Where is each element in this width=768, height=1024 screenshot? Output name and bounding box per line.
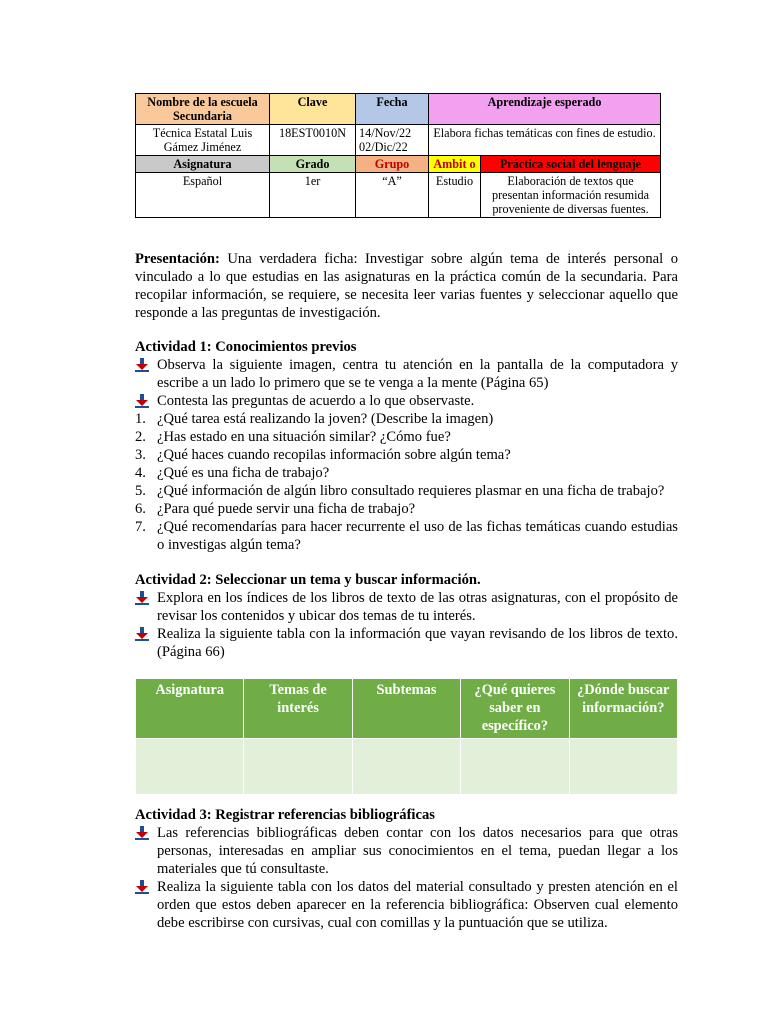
question-text: ¿Para qué puede servir una ficha de trabajo? (157, 501, 416, 517)
bullet-text: Contesta las preguntas de acuerdo a lo que observaste. (157, 393, 475, 409)
bullet-text: Realiza la siguiente tabla con la información que vayan revisando de los libros de texto. (Página 66) (157, 626, 678, 660)
school-name-label: Nombre de la escuela Secundaria (136, 94, 270, 125)
asignatura-label: Asignatura (136, 156, 270, 173)
question-text: ¿Qué haces cuando recopilas información sobre algún tema? (157, 447, 511, 463)
table-cell (461, 739, 569, 795)
question-item (135, 518, 678, 554)
clave-label: Clave (270, 94, 356, 125)
fecha-label: Fecha (356, 94, 429, 125)
question-item (135, 500, 678, 518)
question-number: 4. (135, 465, 146, 481)
question-text: ¿Qué es una ficha de trabajo? (157, 465, 330, 481)
question-number: 2. (135, 429, 146, 445)
question-item (135, 482, 678, 500)
col-asignatura: Asignatura (136, 679, 244, 739)
subject-row-values (136, 173, 661, 218)
col-donde-buscar: ¿Dónde buscar información? (569, 679, 677, 739)
actividad1-bullet-2 (135, 392, 678, 410)
question-item (135, 410, 678, 428)
clave-value: 18EST0010N (270, 125, 356, 156)
question-number: 6. (135, 501, 146, 517)
topics-table-row (136, 739, 678, 795)
header-row-labels (136, 94, 661, 125)
header-info-table (135, 93, 661, 218)
school-name-value: Técnica Estatal Luis Gámez Jiménez (136, 125, 270, 156)
ambito-value: Estudio (429, 173, 481, 218)
aprendizaje-label: Aprendizaje esperado (429, 94, 661, 125)
topics-table-header (136, 679, 678, 739)
arrow-bullet-icon (135, 826, 149, 840)
bullet-text: Las referencias bibliográficas deben contar con los datos necesarios para que otras personas, interesadas en ampliar sus conocimientos en el tema, puedan llegar a los materiales que tú consultaste. (157, 825, 678, 877)
col-temas: Temas de interés (244, 679, 352, 739)
question-item (135, 428, 678, 446)
question-number: 5. (135, 483, 146, 499)
fecha-value: 14/Nov/22 02/Dic/22 (356, 125, 429, 156)
actividad3-bullet-1 (135, 824, 678, 878)
actividad2-bullet-2 (135, 625, 678, 661)
grupo-value: “A” (356, 173, 429, 218)
actividad3-bullet-2 (135, 878, 678, 932)
topics-table (135, 678, 678, 795)
aprendizaje-value: Elabora fichas temáticas con fines de estudio. (429, 125, 661, 156)
question-item (135, 446, 678, 464)
presentacion-text: Una verdadera ficha: Investigar sobre algún tema de interés personal o vinculado a lo que estudias en las asignaturas en la práctica común de la secundaria. Para recopilar información, se requiere, se necesita leer varias fuentes y seleccionar aquello que responde a las preguntas de investigación. (135, 251, 678, 321)
bullet-text: Realiza la siguiente tabla con los datos del material consultado y presten atención en el orden que estos deben aparecer en la referencia bibliográfica: Observen cual elemento debe escribirse con cursivas, cual con comillas y la puntuación que se utiliza. (157, 879, 678, 931)
practica-value: Elaboración de textos que presentan información resumida proveniente de diversas fuentes. (481, 173, 661, 218)
bullet-text: Explora en los índices de los libros de texto de las otras asignaturas, con el propósito de revisar los contenidos y ubicar dos temas de tu interés. (157, 590, 678, 624)
question-item (135, 464, 678, 482)
actividad2-bullet-1 (135, 589, 678, 625)
question-text: ¿Qué información de algún libro consultado requieres plasmar en una ficha de trabajo? (157, 483, 665, 499)
practica-label: Práctica social del lenguaje (481, 156, 661, 173)
question-number: 3. (135, 447, 146, 463)
actividad2-title: Actividad 2: Seleccionar un tema y buscar información. (135, 572, 481, 588)
col-que-quieres-saber: ¿Qué quieres saber en específico? (461, 679, 569, 739)
subject-row-labels (136, 156, 661, 173)
question-text: ¿Qué tarea está realizando la joven? (Describe la imagen) (157, 411, 494, 427)
asignatura-value: Español (136, 173, 270, 218)
col-subtemas: Subtemas (352, 679, 460, 739)
presentacion-paragraph (135, 250, 678, 322)
table-cell (352, 739, 460, 795)
actividad1-title: Actividad 1: Conocimientos previos (135, 339, 357, 355)
actividad1-bullet-1 (135, 356, 678, 392)
header-row-values (136, 125, 661, 156)
actividad3-title: Actividad 3: Registrar referencias bibliográficas (135, 807, 435, 823)
table-cell (244, 739, 352, 795)
arrow-bullet-icon (135, 880, 149, 894)
grado-label: Grado (270, 156, 356, 173)
question-number: 7. (135, 519, 146, 535)
question-text: ¿Qué recomendarías para hacer recurrente el uso de las fichas temáticas cuando estudias o investigas algún tema? (157, 519, 678, 553)
question-text: ¿Has estado en una situación similar? ¿Cómo fue? (157, 429, 451, 445)
bullet-text: Observa la siguiente imagen, centra tu atención en la pantalla de la computadora y escribe a un lado lo primero que se te venga a la mente (Página 65) (157, 357, 678, 391)
grado-value: 1er (270, 173, 356, 218)
table-cell (569, 739, 677, 795)
arrow-bullet-icon (135, 627, 149, 641)
ambito-label: Ambit o (429, 156, 481, 173)
table-cell (136, 739, 244, 795)
grupo-label: Grupo (356, 156, 429, 173)
arrow-bullet-icon (135, 591, 149, 605)
arrow-bullet-icon (135, 358, 149, 372)
arrow-bullet-icon (135, 394, 149, 408)
question-number: 1. (135, 411, 146, 427)
presentacion-label: Presentación: (135, 251, 220, 267)
